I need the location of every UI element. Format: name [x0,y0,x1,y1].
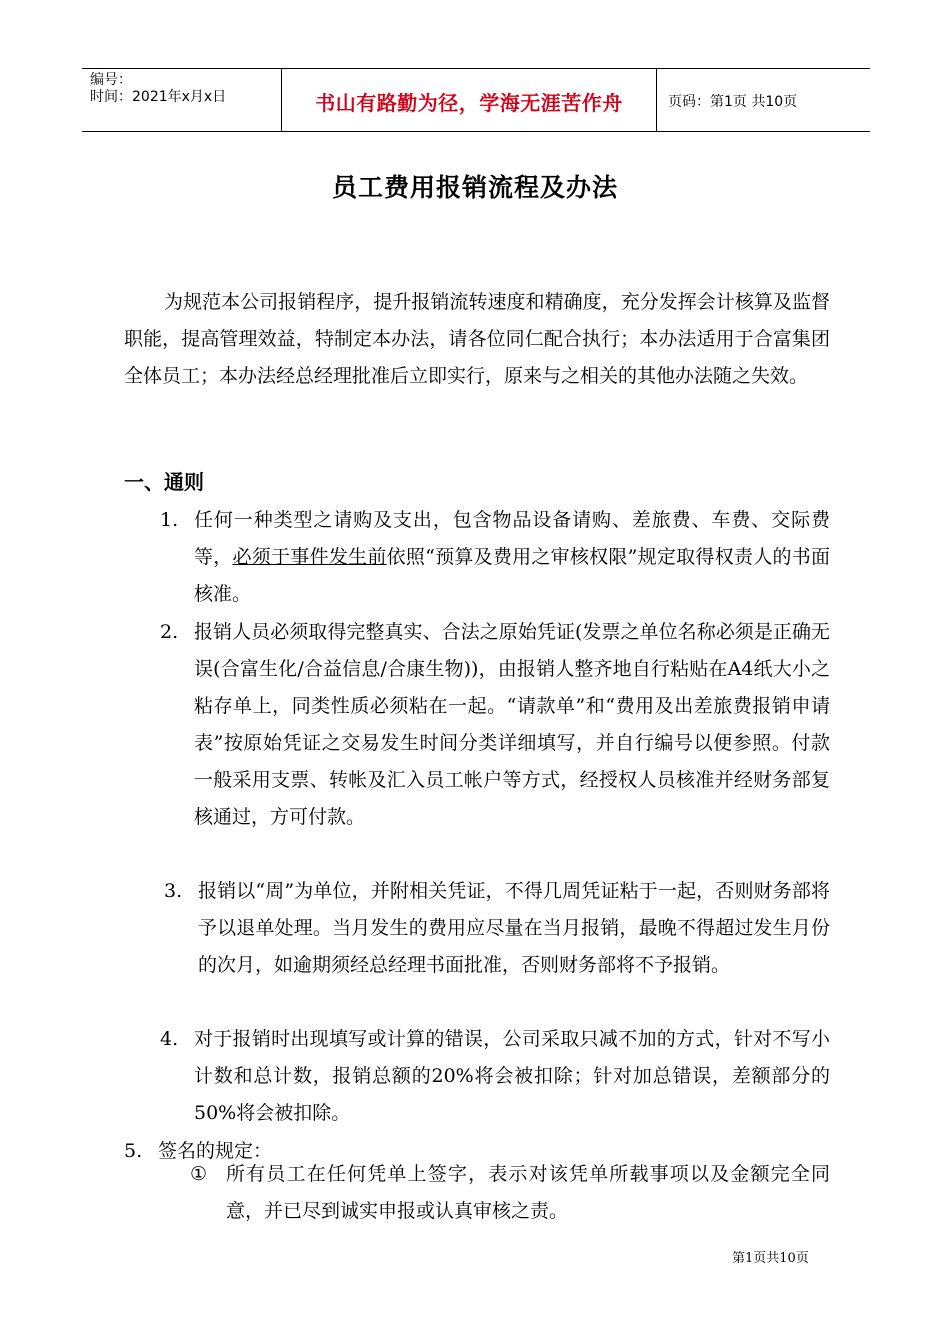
page-title: 员工费用报销流程及办法 [331,173,618,202]
header-page-info: 页码：第1页 共10页 [668,94,798,110]
list-item-text-part: 依照“预算及费用之审核权限”规定取得权责人的书面核准。 [194,546,830,605]
list-item-text [194,502,830,613]
header-meta-cell [82,69,281,131]
list-item-text: 对于报销时出现填写或计算的错误，公司采取只减不加的方式，针对不写小计数和总计数，报销总额的20%将会被扣除；针对加总错误，差额部分的50%将会被扣除。 [194,1028,830,1124]
list-item-text-part: 任何一种类型之请购及支出，包含物品设备请购、差旅费、车费、交际费等， [194,509,830,568]
list-item-number: 1. [160,509,179,531]
footer-page-info: 第1页共10页 [732,1251,809,1266]
list-item-text: 报销人员必须取得完整真实、合法之原始凭证(发票之单位名称必须是正确无误(合富生化/合益信息/合康生物))，由报销人整齐地自行粘贴在A4纸大小之粘存单上，同类性质必须粘在一起。“请款单”和“费用及出差旅费报销申请表”按原始凭证之交易发生时间分类详细填写，并自行编号以便参照。付款一般采用支票、转帐及汇入员工帐户等方式，经授权人员核准并经财务部复核通过，方可付款。 [194,621,830,828]
section-heading: 一、通则 [124,470,204,494]
list-item-number: 3. [164,880,183,902]
list-item-text: 报销以“周”为单位，并附相关凭证，不得几周凭证粘于一起，否则财务部将予以退单处理。当月发生的费用应尽量在当月报销，最晚不得超过发生月份的次月，如逾期须经总经理书面批准，否则财务部将不予报销。 [198,880,830,976]
sub-list-item-number: ① [190,1163,208,1185]
header-motto-cell [281,69,657,131]
underlined-text: 必须于事件发生前 [232,546,387,568]
intro-paragraph: 为规范本公司报销程序，提升报销流转速度和精确度，充分发挥会计核算及监督职能，提高管理效益，特制定本办法，请各位同仁配合执行；本办法适用于合富集团全体员工；本办法经总经理批准后立即实行，原来与之相关的其他办法随之失效。 [124,291,830,387]
list-item-text: 签名的规定： [158,1140,273,1162]
list-item-number: 4. [160,1028,179,1050]
header-page-cell [656,69,870,131]
code-label: 编号： [90,72,132,88]
list-item-number: 5. [124,1140,143,1162]
sub-list-item-text: 所有员工在任何凭单上签字，表示对该凭单所载事项以及金额完全同意，并已尽到诚实申报或认真审核之责。 [226,1163,830,1222]
header-table [82,68,870,132]
list-item-number: 2. [160,621,179,643]
time-label: 时间：2021年x月x日 [90,89,227,105]
motto: 书山有路勤为径，学海无涯苦作舟 [315,91,623,115]
